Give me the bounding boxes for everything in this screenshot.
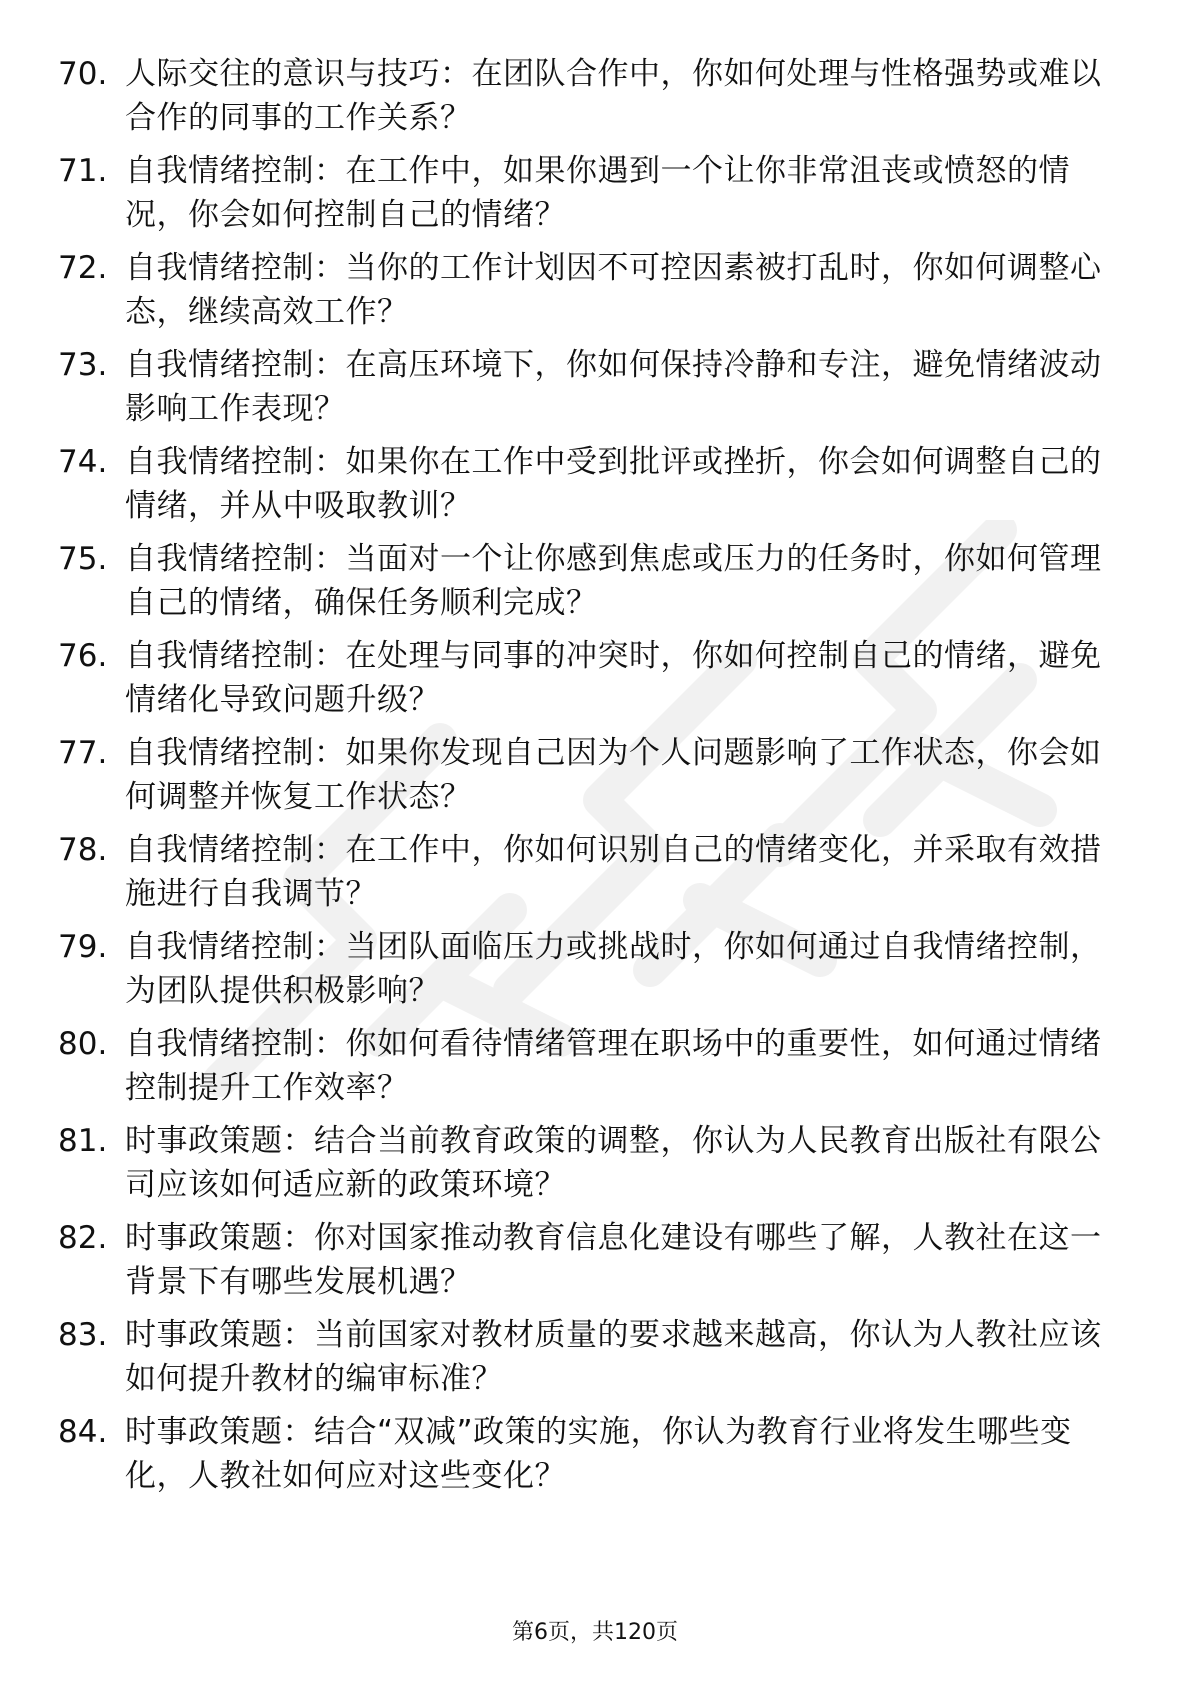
question-number: 83. <box>58 1317 108 1353</box>
question-text: 自我情绪控制：当你的工作计划因不可控因素被打乱时，你如何调整心态，继续高效工作？ <box>125 250 1102 330</box>
page-indicator: 第6页，共120页 <box>512 1620 678 1645</box>
question-number: 70. <box>58 56 108 92</box>
question-item <box>58 634 1118 731</box>
question-item <box>58 1410 1118 1507</box>
question-item <box>58 1119 1118 1216</box>
question-number: 80. <box>58 1026 108 1062</box>
question-item <box>58 246 1118 343</box>
question-text: 自我情绪控制：你如何看待情绪管理在职场中的重要性，如何通过情绪控制提升工作效率？ <box>125 1026 1102 1106</box>
question-number: 79. <box>58 929 108 965</box>
question-number: 76. <box>58 638 108 674</box>
question-item <box>58 1022 1118 1119</box>
question-item <box>58 537 1118 634</box>
question-item <box>58 925 1118 1022</box>
question-text: 时事政策题：你对国家推动教育信息化建设有哪些了解，人教社在这一背景下有哪些发展机遇？ <box>125 1220 1102 1300</box>
question-item <box>58 731 1118 828</box>
question-text: 自我情绪控制：当团队面临压力或挑战时，你如何通过自我情绪控制，为团队提供积极影响？ <box>125 929 1102 1009</box>
question-list <box>58 52 1118 1507</box>
question-item <box>58 1216 1118 1313</box>
question-text: 自我情绪控制：如果你在工作中受到批评或挫折，你会如何调整自己的情绪，并从中吸取教训？ <box>125 444 1102 524</box>
question-text: 自我情绪控制：当面对一个让你感到焦虑或压力的任务时，你如何管理自己的情绪，确保任务顺利完成？ <box>125 541 1102 621</box>
question-text: 时事政策题：结合“双减”政策的实施，你认为教育行业将发生哪些变化，人教社如何应对这些变化？ <box>125 1414 1072 1494</box>
question-text: 自我情绪控制：在高压环境下，你如何保持冷静和专注，避免情绪波动影响工作表现？ <box>125 347 1102 427</box>
question-item <box>58 149 1118 246</box>
question-number: 81. <box>58 1123 108 1159</box>
question-number: 77. <box>58 735 108 771</box>
question-text: 时事政策题：当前国家对教材质量的要求越来越高，你认为人教社应该如何提升教材的编审标准？ <box>125 1317 1102 1397</box>
question-text: 自我情绪控制：在处理与同事的冲突时，你如何控制自己的情绪，避免情绪化导致问题升级？ <box>125 638 1102 718</box>
question-text: 自我情绪控制：在工作中，如果你遇到一个让你非常沮丧或愤怒的情况，你会如何控制自己的情绪？ <box>125 153 1070 233</box>
question-text: 自我情绪控制：在工作中，你如何识别自己的情绪变化，并采取有效措施进行自我调节？ <box>125 832 1102 912</box>
question-number: 82. <box>58 1220 108 1256</box>
question-item <box>58 828 1118 925</box>
question-number: 71. <box>58 153 108 189</box>
question-item <box>58 1313 1118 1410</box>
question-text: 自我情绪控制：如果你发现自己因为个人问题影响了工作状态，你会如何调整并恢复工作状态？ <box>125 735 1102 815</box>
question-text: 人际交往的意识与技巧：在团队合作中，你如何处理与性格强势或难以合作的同事的工作关系？ <box>125 56 1102 136</box>
question-number: 74. <box>58 444 108 480</box>
question-item <box>58 52 1118 149</box>
question-number: 73. <box>58 347 108 383</box>
question-number: 75. <box>58 541 108 577</box>
question-number: 84. <box>58 1414 108 1450</box>
question-item <box>58 440 1118 537</box>
page-footer <box>0 1618 1190 1648</box>
question-item <box>58 343 1118 440</box>
question-number: 72. <box>58 250 108 286</box>
question-text: 时事政策题：结合当前教育政策的调整，你认为人民教育出版社有限公司应该如何适应新的政策环境？ <box>125 1123 1102 1203</box>
question-number: 78. <box>58 832 108 868</box>
